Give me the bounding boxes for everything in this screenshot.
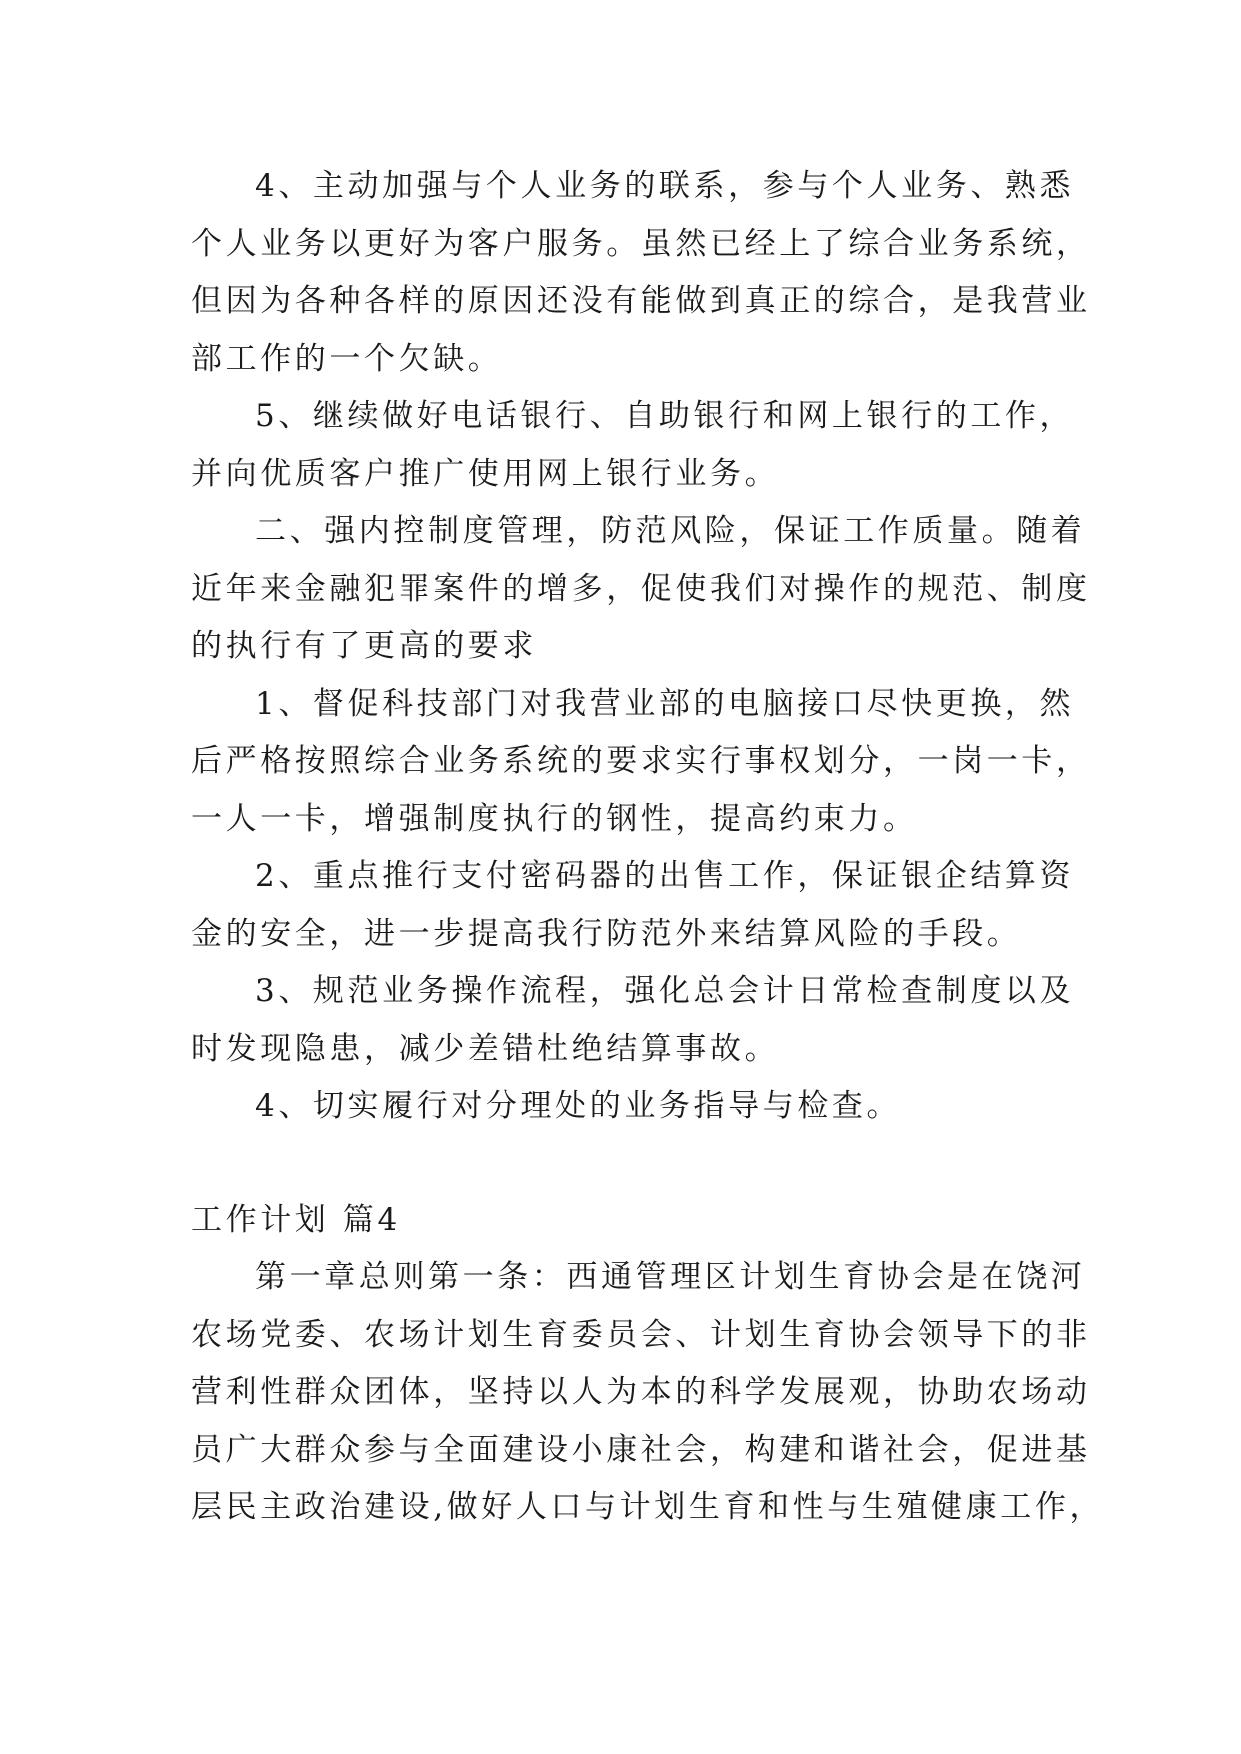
document-body — [191, 158, 1105, 1537]
paragraph-internal-control — [191, 503, 1091, 676]
text-line: 近年来金融犯罪案件的增多，促使我们对操作的规范、制度 — [191, 570, 1091, 607]
text-line: 二、强内控制度管理，防范风险，保证工作质量。随着 — [255, 513, 1086, 549]
paragraph-password-device — [191, 848, 1075, 963]
text-line: 1、督促科技部门对我营业部的电脑接口尽快更换，然 — [255, 685, 1075, 722]
text-line: 3、规范业务操作流程，强化总会计日常检查制度以及 — [255, 973, 1075, 1009]
text-line: 的执行有了更高的要求 — [191, 628, 537, 664]
paragraph-operation-process — [191, 963, 1075, 1078]
paragraph-branch-guidance — [191, 1078, 1051, 1136]
text-line: 农场党委、农场计划生育委员会、计划生育协会领导下的非 — [191, 1316, 1091, 1353]
text-line: 营利性群众团体，坚持以人为本的科学发展观，协助农场动 — [191, 1374, 1091, 1410]
text-line: 层民主政治建设,做好人口与计划生育和性与生殖健康工作， — [191, 1489, 1105, 1525]
paragraph-tech-interface — [191, 676, 1091, 849]
paragraph-general-provisions — [191, 1249, 1105, 1537]
text-line: 一人一卡，增强制度执行的钢性，提高约束力。 — [191, 800, 918, 837]
text-line: 员广大群众参与全面建设小康社会，构建和谐社会，促进基 — [191, 1431, 1091, 1468]
paragraph-e-banking — [191, 388, 1075, 503]
text-line: 时发现隐患，减少差错杜绝结算事故。 — [191, 1030, 780, 1067]
text-line: 后严格按照综合业务系统的要求实行事权划分，一岗一卡， — [191, 743, 1091, 779]
text-line: 金的安全，进一步提高我行防范外来结算风险的手段。 — [191, 915, 1022, 952]
text-line: 第一章总则第一条：西通管理区计划生育协会是在饶河 — [255, 1259, 1086, 1295]
text-line: 个人业务以更好为客户服务。虽然已经上了综合业务系统， — [191, 225, 1091, 262]
text-line: 4、切实履行对分理处的业务指导与检查。 — [255, 1088, 902, 1124]
text-line: 5、继续做好电话银行、自助银行和网上银行的工作， — [255, 398, 1075, 434]
text-line: 2、重点推行支付密码器的出售工作，保证银企结算资 — [255, 858, 1075, 894]
section-heading: 工作计划 篇4 — [191, 1201, 401, 1238]
text-line: 4、主动加强与个人业务的联系，参与个人业务、熟悉 — [255, 168, 1075, 204]
paragraph-personal-business — [191, 158, 1091, 388]
text-line: 部工作的一个欠缺。 — [191, 340, 503, 377]
text-line: 但因为各种各样的原因还没有能做到真正的综合，是我营业 — [191, 283, 1091, 319]
text-line: 并向优质客户推广使用网上银行业务。 — [191, 455, 780, 492]
